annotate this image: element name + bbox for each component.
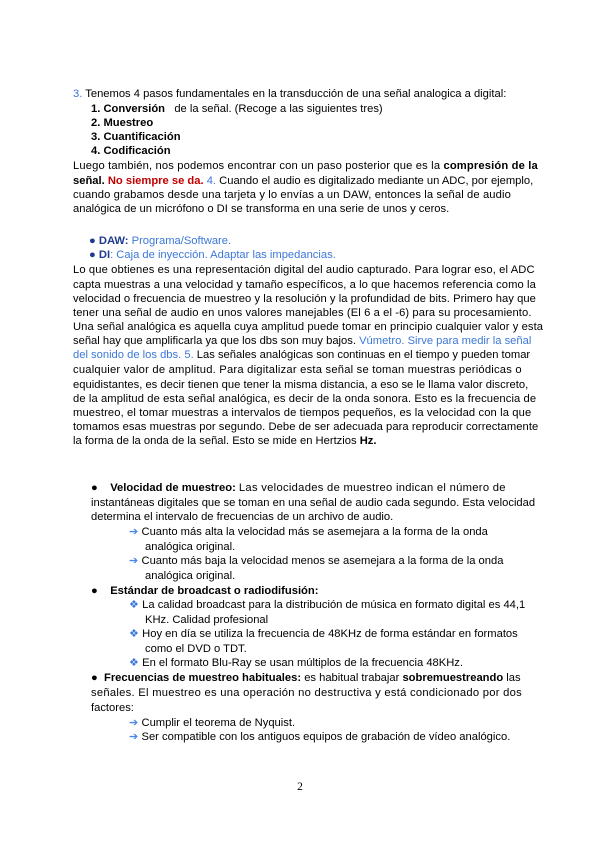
diamond-item: ❖ Hoy en día se utiliza la frecuencia de 48KHz de forma estándar en formatos (129, 628, 518, 640)
diamond-icon: ❖ (129, 657, 140, 669)
paragraph-line-vumetro: señal hay que amplificarla ya que los dbs son muy bajos. Vúmetro. Sirve para medir la señal (73, 335, 532, 347)
def-daw: ● DAW: Programa/Software. (89, 235, 232, 247)
diamond-item-cont: como el DVD o TDT. (145, 643, 247, 655)
section-number: 3. (73, 88, 83, 100)
paragraph-line: Lo que obtienes es una representación digital del audio capturado. Para lograr eso, el ADC (73, 264, 535, 276)
paragraph-line: analógica de un micrófono o DI se transforma en una serie de unos y ceros. (73, 203, 450, 215)
arrow-item-cont: analógica original. (145, 570, 236, 582)
estandar-heading: ● Estándar de broadcast o radiodifusión: (91, 585, 319, 597)
paragraph-line: señales. El muestreo es una operación no destructiva y está condicionado por dos (91, 687, 522, 699)
arrow-icon: ➔ (129, 731, 139, 743)
paragraph-line: velocidad o frecuencia de muestreo y la resolución y la profundidad de bits. Primero hay que (73, 293, 536, 305)
paragraph-line: capta muestras a una velocidad y tamaño específicos, a lo que hacemos referencia como la (73, 279, 536, 291)
paragraph-line: factores: (91, 702, 134, 714)
compression-line-2: señal. No siempre se da. 4. Cuando el audio es digitalizado mediante un ADC, por ejemplo, (73, 175, 534, 187)
arrow-item: ➔ Ser compatible con los antiguos equipos de grabación de vídeo analógico. (129, 731, 511, 743)
paragraph-line: tener una señal de audio en unos valores manejables (El 6 a el -6) para su procesamiento. (73, 307, 532, 319)
paragraph-line: instantáneas digitales que se toman en una señal de audio cada segundo. Esta velocidad (91, 497, 536, 509)
paragraph-line: tomamos esas muestras por segundo. Debe de ser adecuada para reproducir correctamente (73, 421, 539, 433)
paragraph-line-5: del sonido de los dbs. 5. Las señales analógicas son continuas en el tiempo y pueden tomar (73, 349, 531, 361)
step-3: 3. Cuantificación (91, 131, 181, 143)
step-4: 4. Codificación (91, 145, 171, 157)
note-red: No siempre se da. (107, 175, 204, 187)
paragraph-line: cualquier valor de amplitud. Para digitalizar esta señal se toman muestras periódicas o (73, 364, 522, 376)
paragraph-line: determina el intervalo de frecuencias de un archivo de audio. (91, 511, 394, 523)
diamond-item: ❖ La calidad broadcast para la distribución de música en formato digital es 44,1 (129, 599, 526, 611)
step-1: 1. Conversión de la señal. (Recoge a las siguientes tres) (91, 103, 383, 115)
diamond-item: ❖ En el formato Blu-Ray se usan múltiplos de la frecuencia 48KHz. (129, 657, 464, 669)
paragraph-line: cuando grabamos desde una tarjeta y lo envías a un DAW, entonces la señal de audio (73, 189, 511, 201)
paragraph-line: Una señal analógica es aquella cuya amplitud puede tomar en principio cualquier valor y esta (73, 321, 544, 333)
def-di: ● DI: Caja de inyección. Adaptar las impedancias. (89, 249, 336, 261)
diamond-icon: ❖ (129, 628, 140, 640)
velocidad-heading: ● Velocidad de muestreo: Las velocidades de muestreo indican el número de (91, 482, 506, 494)
arrow-item: ➔ Cumplir el teorema de Nyquist. (129, 717, 296, 729)
section-3-intro: 3. Tenemos 4 pasos fundamentales en la transducción de una señal analogica a digital: (73, 88, 507, 100)
compression-line-1: Luego también, nos podemos encontrar con un paso posterior que es la compresión de la (73, 160, 538, 172)
paragraph-line: de la amplitud de esta señal analógica, es decir de la onda sonora. Esto es la frecuencia de (73, 393, 537, 405)
paragraph-line: muestreo, el tomar muestras a intervalos de tiempos pequeños, es la velocidad con la que (73, 407, 532, 419)
paragraph-line-hz: la forma de la onda de la señal. Esto se mide en Hertzios Hz. (73, 435, 377, 447)
arrow-item: ➔ Cuanto más alta la velocidad más se asemejara a la forma de la onda (129, 526, 488, 538)
diamond-icon: ❖ (129, 599, 140, 611)
page-number: 2 (297, 781, 303, 793)
arrow-icon: ➔ (129, 555, 139, 567)
arrow-icon: ➔ (129, 526, 139, 538)
diamond-item-cont: KHz. Calidad profesional (145, 614, 269, 626)
paragraph-line: equidistantes, es decir tienen que tener la misma distancia, a eso se le llama valor discreto, (73, 379, 529, 391)
frecuencias-heading: ● Frecuencias de muestreo habituales: es habitual trabajar sobremuestreando las (91, 672, 521, 684)
arrow-item: ➔ Cuanto más baja la velocidad menos se asemejara a la forma de la onda (129, 555, 504, 567)
arrow-item-cont: analógica original. (145, 541, 236, 553)
step-2: 2. Muestreo (91, 117, 154, 129)
arrow-icon: ➔ (129, 717, 139, 729)
